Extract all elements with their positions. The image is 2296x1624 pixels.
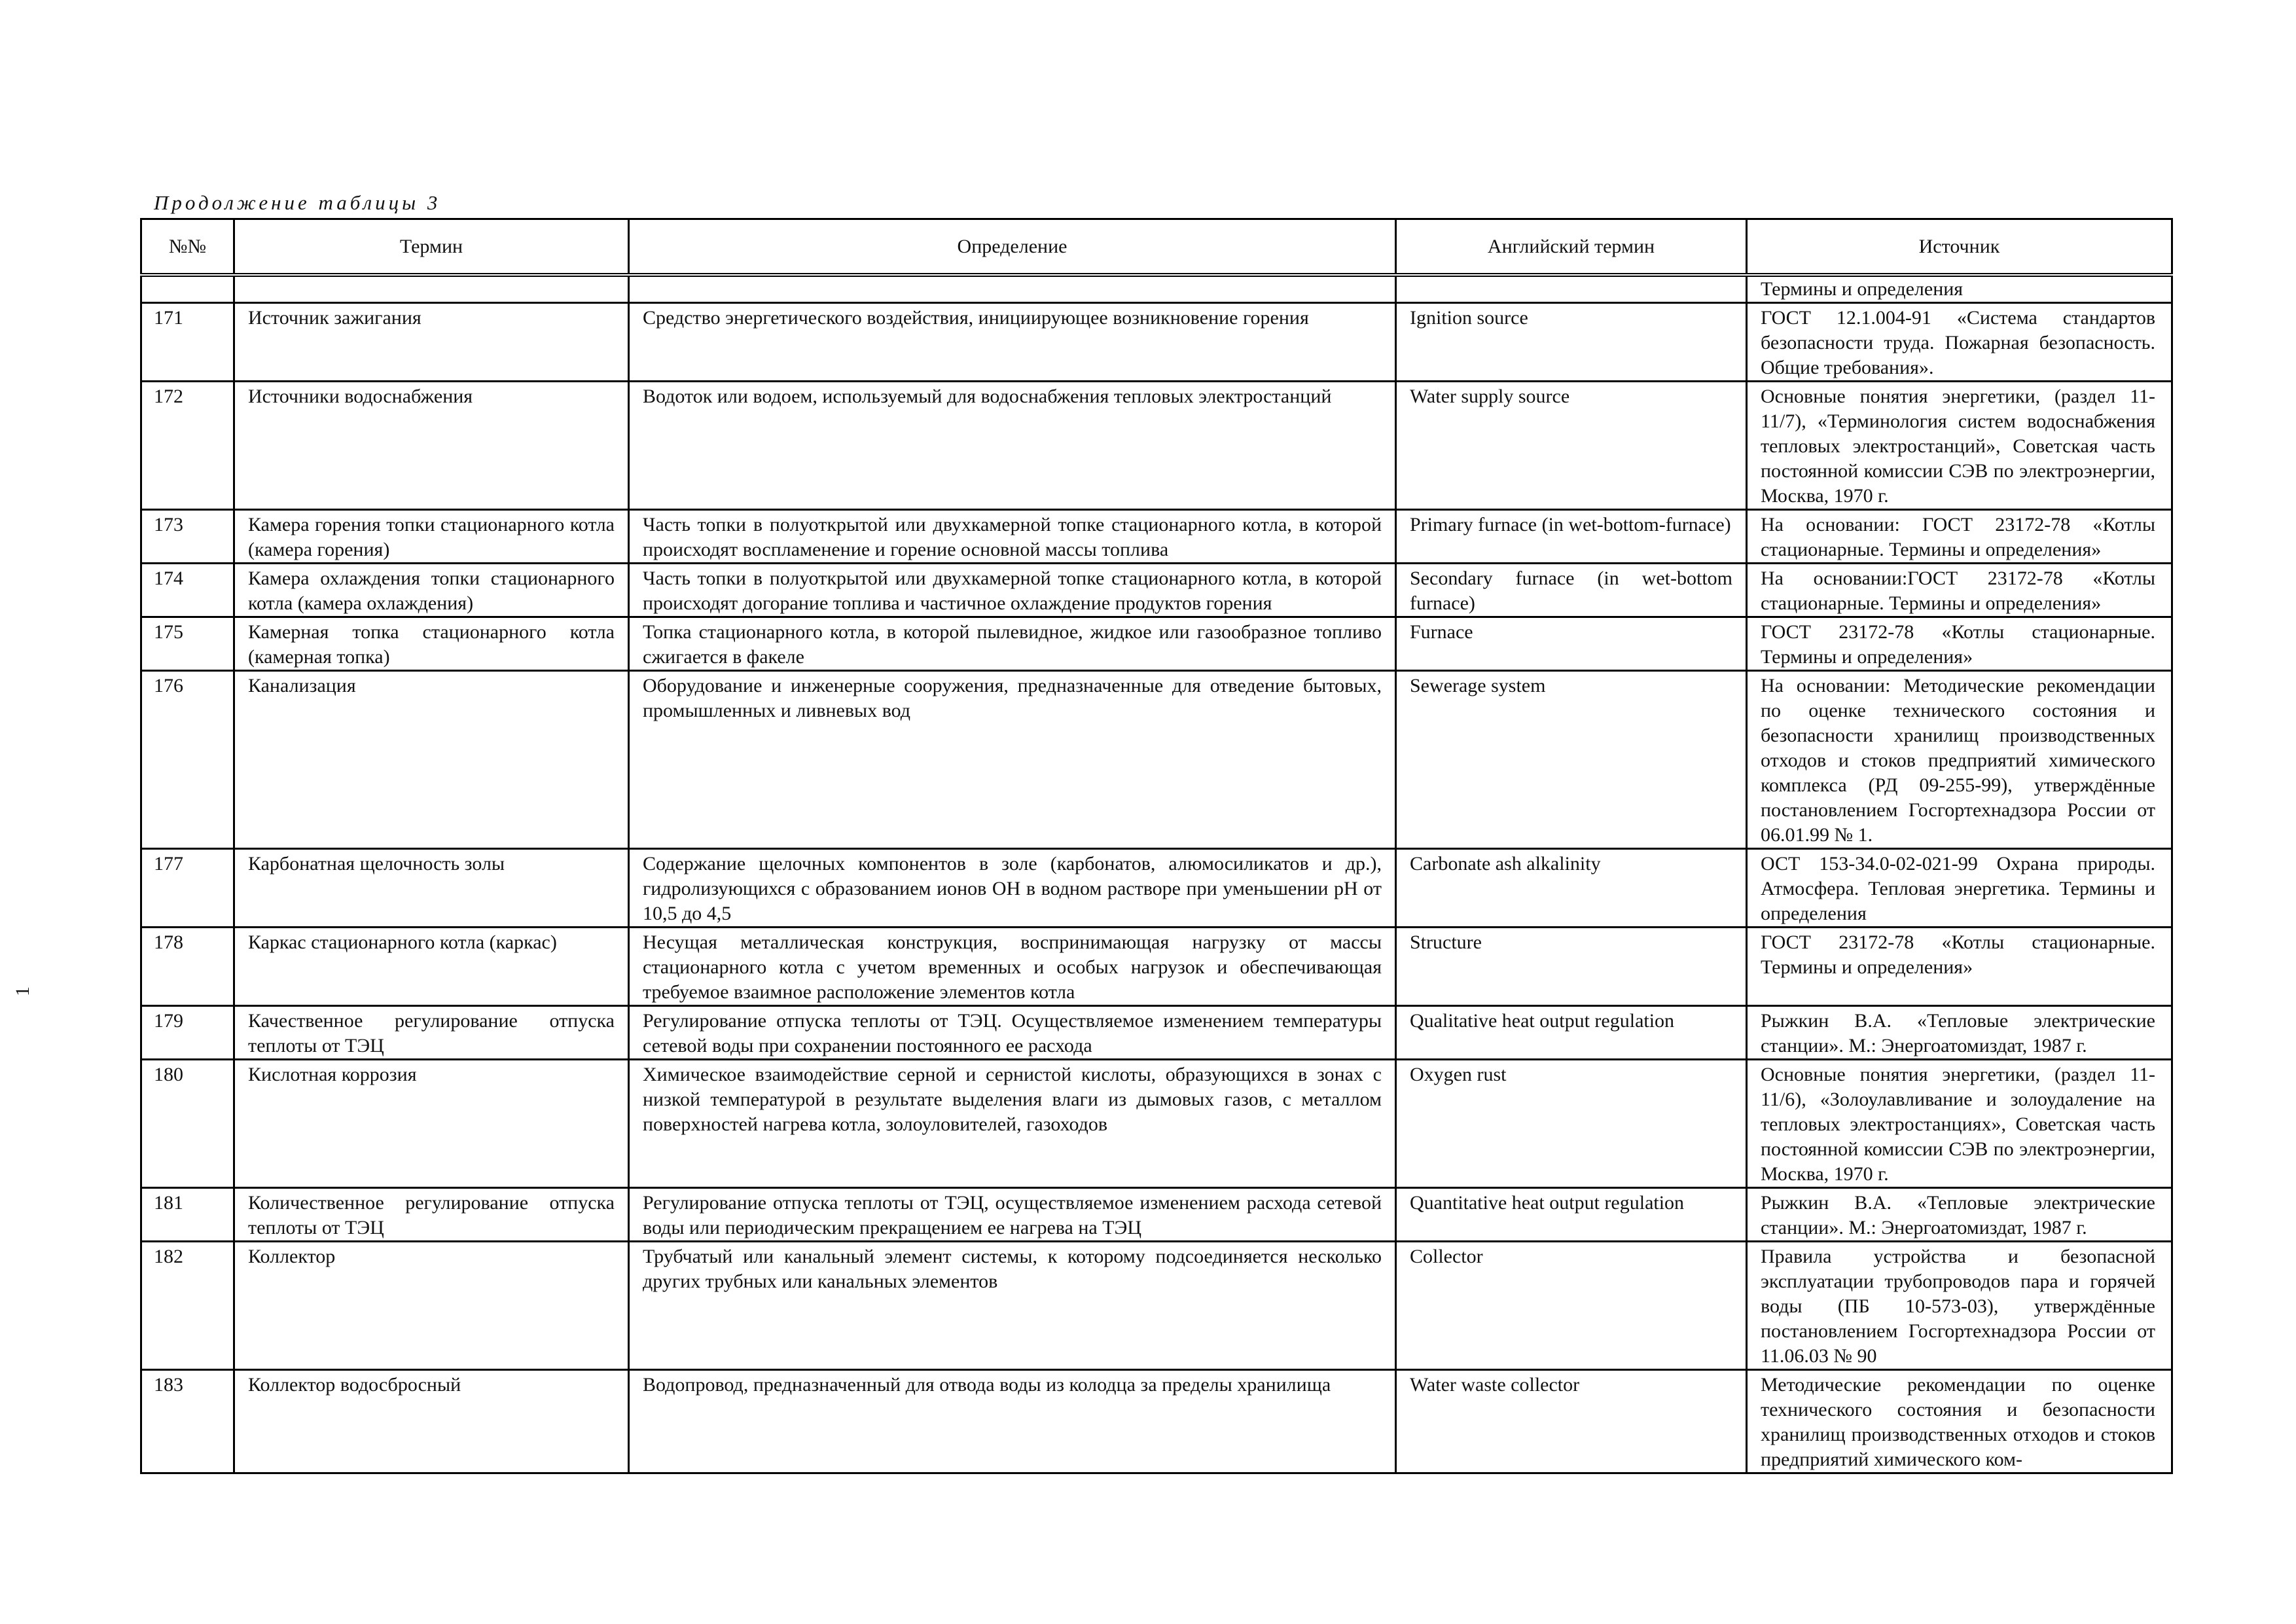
number-cell: 180 bbox=[141, 1060, 234, 1188]
number-cell: 173 bbox=[141, 510, 234, 564]
definition-cell: Часть топки в полуоткрытой или двухкамерной топке стационарного котла, в которой происходят догорание топлива и частичное охлаждение продуктов горения bbox=[629, 564, 1396, 617]
definition-cell: Химическое взаимодействие серной и сернистой кислоты, образующихся в зонах с низкой температурой в результате выделения влаги из дымовых газов, с металлом поверхностей нагрева котла, золоуловителей, газоходов bbox=[629, 1060, 1396, 1188]
number-cell: 175 bbox=[141, 617, 234, 671]
table-row bbox=[141, 1188, 2172, 1242]
number-cell: 177 bbox=[141, 849, 234, 928]
term-cell: Коллектор bbox=[234, 1242, 629, 1370]
number-cell: 171 bbox=[141, 303, 234, 382]
definition-cell: Несущая металлическая конструкция, воспринимающая нагрузку от массы стационарного котла с учетом временных и особых нагрузок и обеспечивающая требуемое взаимное расположение элементов котла bbox=[629, 928, 1396, 1006]
english-term-cell: Quantitative heat output regulation bbox=[1396, 1188, 1747, 1242]
table-row bbox=[141, 303, 2172, 382]
english-term-cell: Carbonate ash alkalinity bbox=[1396, 849, 1747, 928]
term-cell: Количественное регулирование отпуска теплоты от ТЭЦ bbox=[234, 1188, 629, 1242]
definition-cell: Регулирование отпуска теплоты от ТЭЦ, осуществляемое изменением расхода сетевой воды или периодическим прекращением ее нагрева на ТЭЦ bbox=[629, 1188, 1396, 1242]
definition-cell: Водопровод, предназначенный для отвода воды из колодца за пределы хранилища bbox=[629, 1370, 1396, 1473]
source-cell: Методические рекомендации по оценке технического состояния и безопасности хранилищ производственных отходов и стоков предприятий химического ком- bbox=[1747, 1370, 2172, 1473]
table-row bbox=[141, 382, 2172, 510]
source-cell: Основные понятия энергетики, (раздел 11-11/7), «Терминология систем водоснабжения тепловых электростанций», Советская часть постоянной комиссии СЭВ по электроэнергии, Москва, 1970 г. bbox=[1747, 382, 2172, 510]
number-cell: 182 bbox=[141, 1242, 234, 1370]
english-term-cell: Oxygen rust bbox=[1396, 1060, 1747, 1188]
definition-cell: Трубчатый или канальный элемент системы, к которому подсоединяется несколько других трубных или канальных элементов bbox=[629, 1242, 1396, 1370]
source-cell: ГОСТ 12.1.004-91 «Система стандартов безопасности труда. Пожарная безопасность. Общие требования». bbox=[1747, 303, 2172, 382]
definition-cell: Топка стационарного котла, в которой пылевидное, жидкое или газообразное топливо сжигается в факеле bbox=[629, 617, 1396, 671]
term-cell: Качественное регулирование отпуска теплоты от ТЭЦ bbox=[234, 1006, 629, 1060]
number-cell: 179 bbox=[141, 1006, 234, 1060]
source-cell: ОСТ 153-34.0-02-021-99 Охрана природы. Атмосфера. Тепловая энергетика. Термины и определения bbox=[1747, 849, 2172, 928]
number-cell: 181 bbox=[141, 1188, 234, 1242]
english-term-cell: Ignition source bbox=[1396, 303, 1747, 382]
english-term-cell: Sewerage system bbox=[1396, 671, 1747, 849]
table-row bbox=[141, 617, 2172, 671]
number-cell: 176 bbox=[141, 671, 234, 849]
table-row bbox=[141, 564, 2172, 617]
source-cell: На основании: ГОСТ 23172-78 «Котлы стационарные. Термины и определения» bbox=[1747, 510, 2172, 564]
source-cell: Термины и определения bbox=[1747, 275, 2172, 303]
header-number: №№ bbox=[141, 219, 234, 276]
term-cell: Коллектор водосбросный bbox=[234, 1370, 629, 1473]
continuation-row bbox=[141, 275, 2172, 303]
header-english-term: Английский термин bbox=[1396, 219, 1747, 276]
source-cell: На основании:ГОСТ 23172-78 «Котлы стационарные. Термины и определения» bbox=[1747, 564, 2172, 617]
term-cell: Канализация bbox=[234, 671, 629, 849]
number-cell: 183 bbox=[141, 1370, 234, 1473]
english-term-cell: Water waste collector bbox=[1396, 1370, 1747, 1473]
term-cell: Кислотная коррозия bbox=[234, 1060, 629, 1188]
term-cell: Камерная топка стационарного котла (камерная топка) bbox=[234, 617, 629, 671]
term-cell: Каркас стационарного котла (каркас) bbox=[234, 928, 629, 1006]
number-cell: 174 bbox=[141, 564, 234, 617]
english-term-cell: Structure bbox=[1396, 928, 1747, 1006]
table-row bbox=[141, 928, 2172, 1006]
source-cell: Основные понятия энергетики, (раздел 11-11/6), «Золоулавливание и золоудаление на тепловых электростанциях», Советская часть постоянной комиссии СЭВ по электроэнергии, Москва, 1970 г. bbox=[1747, 1060, 2172, 1188]
page-number: 1 bbox=[12, 986, 33, 996]
english-term-cell: Water supply source bbox=[1396, 382, 1747, 510]
definition-cell: Оборудование и инженерные сооружения, предназначенные для отведение бытовых, промышленных и ливневых вод bbox=[629, 671, 1396, 849]
table-row bbox=[141, 849, 2172, 928]
source-cell: Рыжкин В.А. «Тепловые электрические станции». М.: Энергоатомиздат, 1987 г. bbox=[1747, 1188, 2172, 1242]
definition-cell: Часть топки в полуоткрытой или двухкамерной топке стационарного котла, в которой происходят воспламенение и горение основной массы топлива bbox=[629, 510, 1396, 564]
definition-cell: Регулирование отпуска теплоты от ТЭЦ. Осуществляемое изменением температуры сетевой воды при сохранении постоянного ее расхода bbox=[629, 1006, 1396, 1060]
table-row bbox=[141, 1006, 2172, 1060]
table-caption: Продолжение таблицы 3 bbox=[154, 191, 441, 214]
table-header-row bbox=[141, 219, 2172, 276]
definition-cell: Средство энергетического воздействия, инициирующее возникновение горения bbox=[629, 303, 1396, 382]
table-row bbox=[141, 671, 2172, 849]
table-row bbox=[141, 1242, 2172, 1370]
english-term-cell: Secondary furnace (in wet-bottom furnace) bbox=[1396, 564, 1747, 617]
table-row bbox=[141, 510, 2172, 564]
header-source: Источник bbox=[1747, 219, 2172, 276]
definition-cell: Содержание щелочных компонентов в золе (карбонатов, алюмосиликатов и др.), гидролизующихся с образованием ионов ОН в водном растворе при уменьшении рН от 10,5 до 4,5 bbox=[629, 849, 1396, 928]
term-cell: Камера охлаждения топки стационарного котла (камера охлаждения) bbox=[234, 564, 629, 617]
term-cell: Камера горения топки стационарного котла (камера горения) bbox=[234, 510, 629, 564]
source-cell: Правила устройства и безопасной эксплуатации трубопроводов пара и горячей воды (ПБ 10-573-03), утверждённые постановлением Госгортехнадзора России от 11.06.03 № 90 bbox=[1747, 1242, 2172, 1370]
definition-cell: Водоток или водоем, используемый для водоснабжения тепловых электростанций bbox=[629, 382, 1396, 510]
term-cell: Карбонатная щелочность золы bbox=[234, 849, 629, 928]
english-term-cell: Qualitative heat output regulation bbox=[1396, 1006, 1747, 1060]
term-cell: Источник зажигания bbox=[234, 303, 629, 382]
source-cell: ГОСТ 23172-78 «Котлы стационарные. Термины и определения» bbox=[1747, 617, 2172, 671]
source-cell: ГОСТ 23172-78 «Котлы стационарные. Термины и определения» bbox=[1747, 928, 2172, 1006]
number-cell: 178 bbox=[141, 928, 234, 1006]
term-cell: Источники водоснабжения bbox=[234, 382, 629, 510]
source-cell: Рыжкин В.А. «Тепловые электрические станции». М.: Энергоатомиздат, 1987 г. bbox=[1747, 1006, 2172, 1060]
terms-table bbox=[140, 218, 2173, 1474]
english-term-cell: Furnace bbox=[1396, 617, 1747, 671]
english-term-cell: Collector bbox=[1396, 1242, 1747, 1370]
header-definition: Определение bbox=[629, 219, 1396, 276]
table-row bbox=[141, 1060, 2172, 1188]
english-term-cell: Primary furnace (in wet-bottom-furnace) bbox=[1396, 510, 1747, 564]
header-term: Термин bbox=[234, 219, 629, 276]
source-cell: На основании: Методические рекомендации по оценке технического состояния и безопасности хранилищ производственных отходов и стоков предприятий химического комплекса (РД 09-255-99), утверждённые постановлением Госгортехнадзора России от 06.01.99 № 1. bbox=[1747, 671, 2172, 849]
table-row bbox=[141, 1370, 2172, 1473]
number-cell: 172 bbox=[141, 382, 234, 510]
